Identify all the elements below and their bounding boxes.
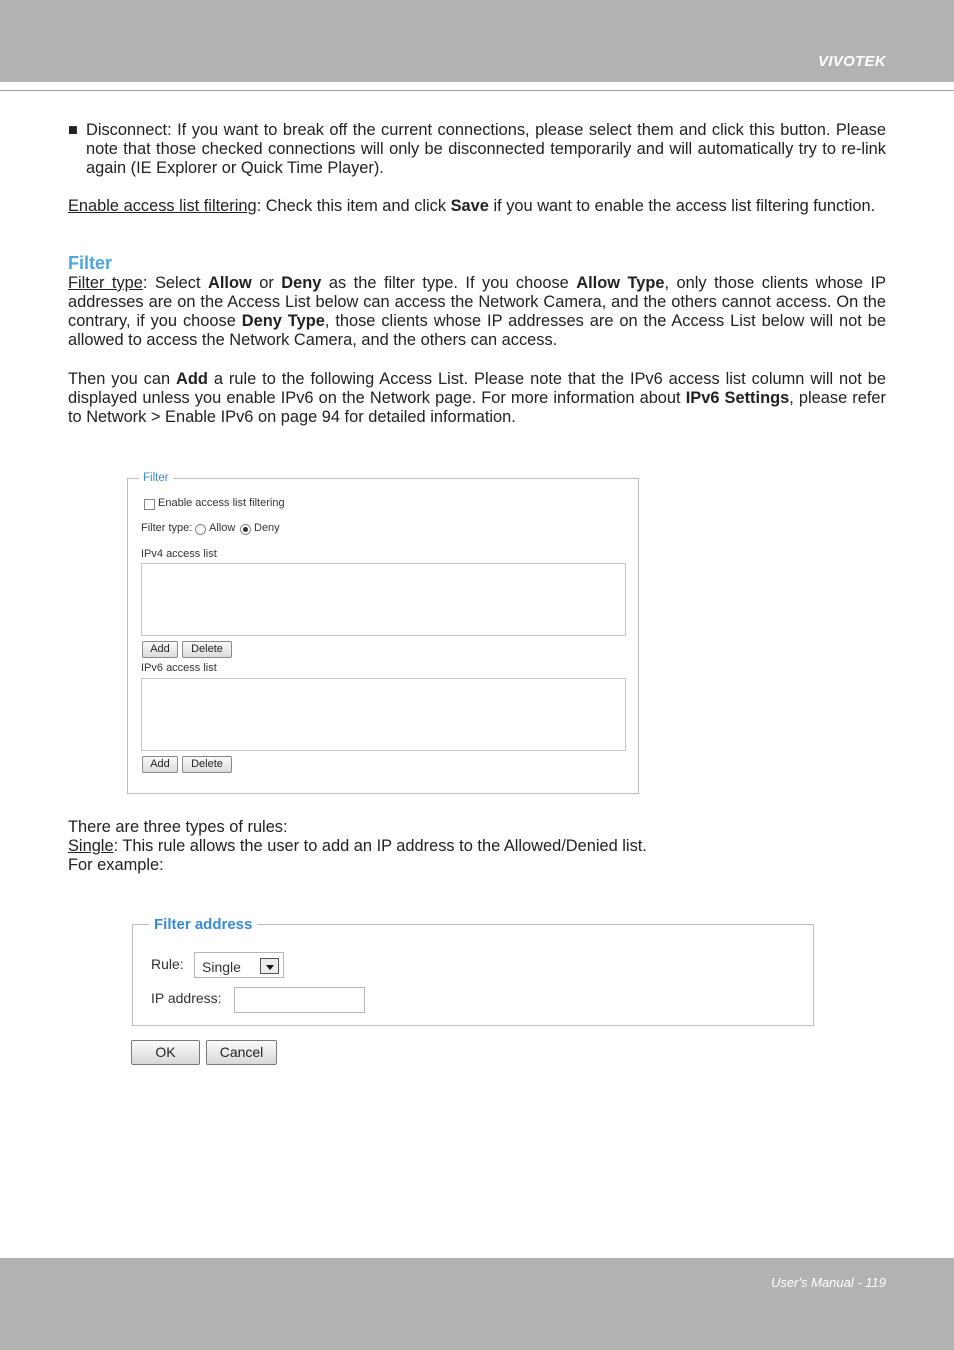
single-text: : This rule allows the user to add an IP address to the Allowed/Denied list.: [113, 837, 647, 856]
header-divider: [0, 90, 954, 91]
ip-address-input[interactable]: [234, 987, 365, 1013]
single-paragraph: [68, 837, 886, 856]
filter-type-label: Filter type:: [141, 522, 193, 534]
ipv4-list-label: IPv4 access list: [141, 548, 217, 560]
ip-address-label: IP address:: [151, 990, 222, 1006]
brand-name: VIVOTEK: [818, 53, 886, 70]
deny-radio[interactable]: [240, 524, 251, 535]
then-ipv6-bold: IPv6 Settings: [685, 388, 790, 407]
ft-text-1: : Select: [142, 273, 208, 292]
disconnect-text: Disconnect: If you want to break off the current connections, please select them and click this button. Please note that those checked connections will only be disconnected temporarily and will automatically try to re-link again (IE Explorer or Quick Time Player).: [86, 121, 886, 178]
then-text-3: , please refer to Network > Enable IPv6 on page 94 for detailed information.: [68, 388, 886, 427]
ipv6-list-label: IPv6 access list: [141, 662, 217, 674]
document-body: [68, 121, 886, 427]
ipv4-add-button[interactable]: Add: [142, 641, 178, 658]
rule-select[interactable]: [194, 952, 284, 978]
chevron-down-icon[interactable]: [260, 958, 279, 974]
ft-text-3: as the filter type. If you choose: [321, 273, 577, 292]
filter-address-fieldset: [132, 916, 814, 1026]
ipv4-delete-button[interactable]: Delete: [182, 641, 232, 658]
page-number: User's Manual - 119: [771, 1275, 886, 1290]
enable-paragraph: [68, 197, 886, 216]
then-paragraph: [68, 370, 886, 428]
then-text-1: Then you can: [68, 369, 177, 388]
ok-button[interactable]: OK: [131, 1040, 200, 1065]
filter-type-term: Filter type: [68, 273, 143, 292]
single-term: Single: [68, 837, 114, 856]
disconnect-paragraph: [68, 121, 886, 179]
filter-fieldset: [127, 472, 639, 794]
ipv6-delete-button[interactable]: Delete: [182, 756, 232, 773]
three-types-text: There are three types of rules:: [68, 818, 288, 836]
enable-text-1: : Check this item and click: [256, 196, 451, 215]
allow-radio[interactable]: [195, 524, 206, 535]
deny-radio-label: Deny: [254, 522, 280, 534]
filter-legend: Filter: [139, 472, 173, 484]
example-text: For example:: [68, 856, 164, 875]
ipv4-access-list[interactable]: [141, 563, 626, 636]
enable-save-bold: Save: [450, 196, 489, 215]
rules-body: [68, 818, 886, 876]
ipv6-access-list[interactable]: [141, 678, 626, 751]
ft-deny-bold: Deny: [281, 273, 322, 292]
then-add-bold: Add: [176, 369, 208, 388]
ft-text-4: , only those clients whose IP addresses are on the Access List below can access the Network Camera, and the others cannot access. On the contrary, if you choose: [68, 273, 887, 331]
enable-text-2: if you want to enable the access list filtering function.: [488, 196, 876, 215]
ft-text-2: or: [251, 273, 282, 292]
ft-deny-type-bold: Deny Type: [241, 312, 325, 331]
page-header: [0, 0, 954, 82]
enable-filtering-label: Enable access list filtering: [158, 497, 285, 509]
ft-text-5: , those clients whose IP addresses are on the Access List below will not be allowed to access the Network Camera, and the others can access.: [68, 312, 886, 350]
filter-address-legend: Filter address: [149, 916, 257, 933]
cancel-button[interactable]: Cancel: [206, 1040, 277, 1065]
page-footer: [0, 1258, 954, 1350]
allow-radio-label: Allow: [209, 522, 236, 534]
enable-term: Enable access list filtering: [68, 196, 257, 215]
square-bullet-icon: ■: [68, 121, 78, 139]
ft-allow-bold: Allow: [208, 273, 252, 292]
then-text-2: a rule to the following Access List. Please note that the IPv6 access list column will not be displayed unless you enable IPv6 on the Network page. For more information about: [68, 369, 887, 407]
enable-filtering-checkbox[interactable]: [144, 499, 155, 510]
rule-label: Rule:: [151, 956, 184, 972]
filter-type-paragraph: [68, 274, 886, 351]
ipv6-add-button[interactable]: Add: [142, 756, 178, 773]
ft-allow-type-bold: Allow Type: [576, 273, 665, 292]
rule-select-value: Single: [202, 959, 241, 975]
filter-heading: Filter: [68, 252, 113, 273]
